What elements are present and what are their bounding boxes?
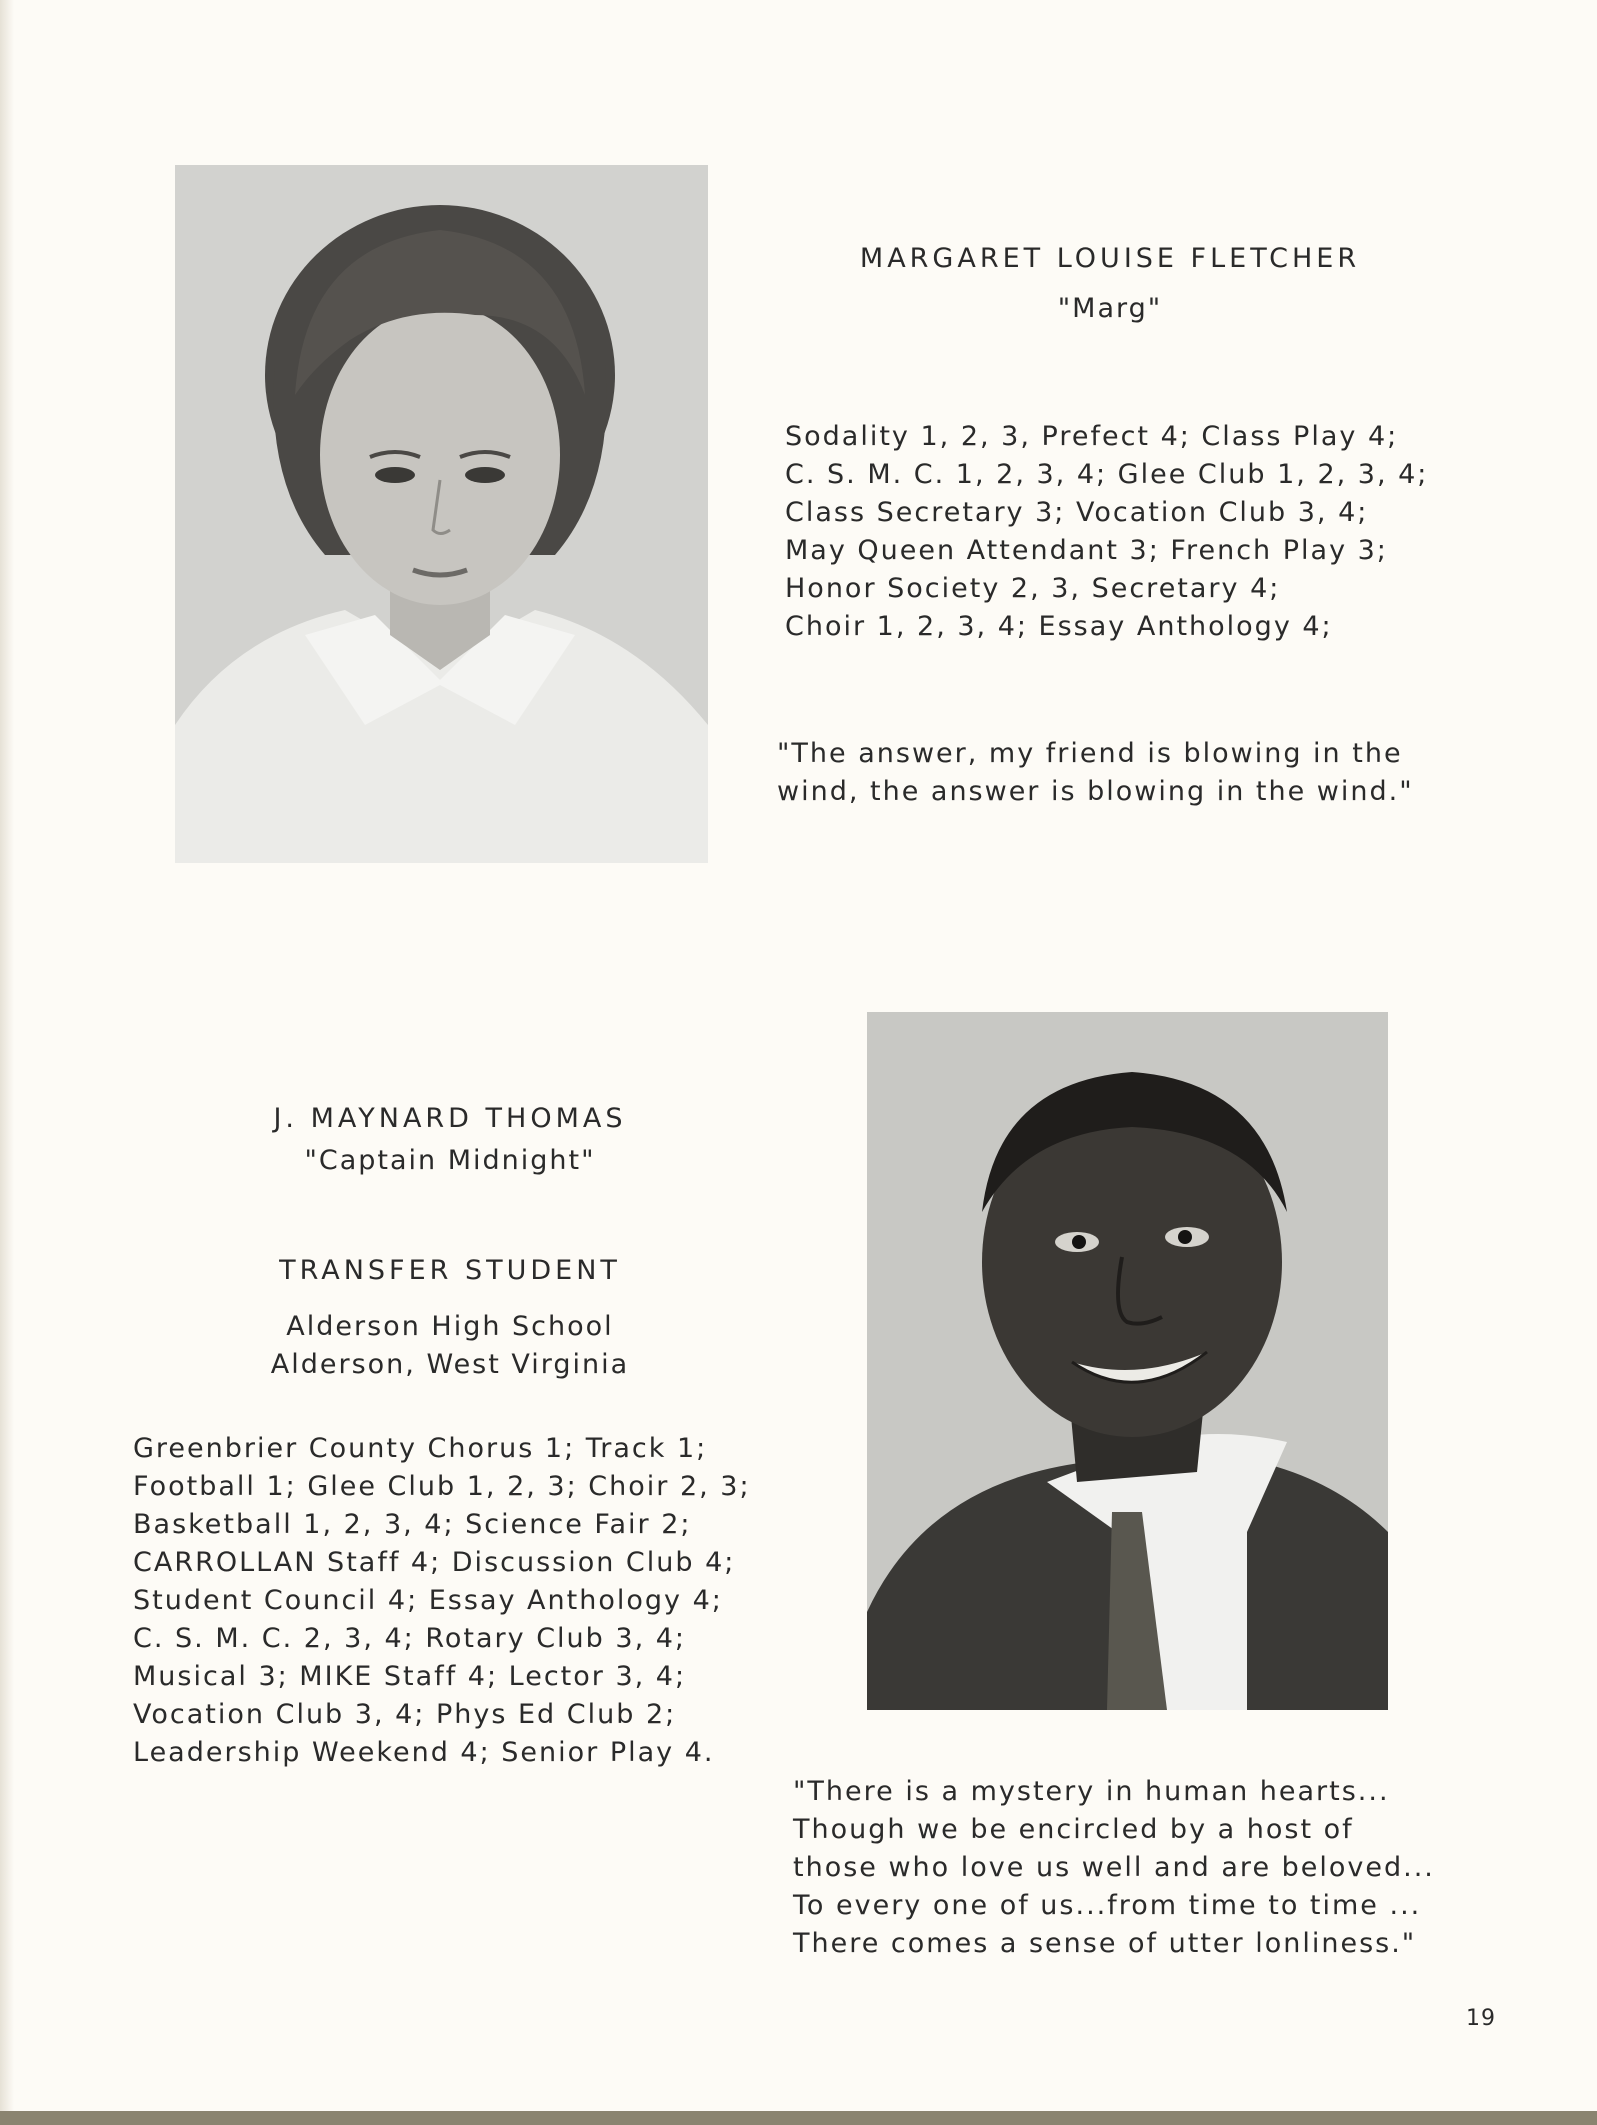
quote-line: "The answer, my friend is blowing in the: [777, 738, 1403, 769]
activity-line: CARROLLAN Staff 4; Discussion Club 4;: [133, 1547, 736, 1578]
activity-line: Student Council 4; Essay Anthology 4;: [133, 1585, 723, 1616]
student-nickname-fletcher: "Marg": [1057, 293, 1163, 324]
student-nickname-thomas: "Captain Midnight": [304, 1145, 596, 1176]
activity-line: Choir 1, 2, 3, 4; Essay Anthology 4;: [785, 611, 1333, 642]
portrait-photo-fletcher: [175, 165, 708, 863]
portrait-photo-thomas: [867, 1012, 1388, 1710]
activity-line: Basketball 1, 2, 3, 4; Science Fair 2;: [133, 1509, 692, 1540]
quote-fletcher: [777, 735, 1414, 811]
activity-line: Sodality 1, 2, 3, Prefect 4; Class Play 4;: [785, 421, 1399, 452]
quote-line: There comes a sense of utter lonliness.": [793, 1928, 1417, 1959]
activity-line: Vocation Club 3, 4; Phys Ed Club 2;: [133, 1699, 677, 1730]
quote-line: Though we be encircled by a host of: [793, 1814, 1354, 1845]
activity-line: Leadership Weekend 4; Senior Play 4.: [133, 1737, 715, 1768]
quote-line: To every one of us...from time to time ...: [793, 1890, 1422, 1921]
quote-line: "There is a mystery in human hearts...: [793, 1776, 1390, 1807]
activity-line: Honor Society 2, 3, Secretary 4;: [785, 573, 1281, 604]
page-number: 19: [1466, 2006, 1496, 2031]
page-edge: [0, 0, 14, 2125]
page-bottom-edge: [0, 2111, 1597, 2125]
transfer-label: TRANSFER STUDENT: [279, 1255, 621, 1286]
portrait-thomas-illustration: [867, 1012, 1388, 1710]
previous-school-town: Alderson, West Virginia: [270, 1349, 630, 1380]
quote-thomas: [793, 1773, 1435, 1963]
portrait-fletcher-illustration: [175, 165, 708, 863]
quote-line: those who love us well and are beloved...: [793, 1852, 1435, 1883]
quote-line: wind, the answer is blowing in the wind.": [777, 776, 1414, 807]
activities-thomas: [133, 1430, 751, 1772]
activity-line: C. S. M. C. 1, 2, 3, 4; Glee Club 1, 2, 3, 4;: [785, 459, 1429, 490]
activities-fletcher: [785, 418, 1428, 646]
activity-line: May Queen Attendant 3; French Play 3;: [785, 535, 1388, 566]
activity-line: Greenbrier County Chorus 1; Track 1;: [133, 1433, 708, 1464]
activity-line: C. S. M. C. 2, 3, 4; Rotary Club 3, 4;: [133, 1623, 687, 1654]
activity-line: Musical 3; MIKE Staff 4; Lector 3, 4;: [133, 1661, 687, 1692]
student-name-thomas: J. MAYNARD THOMAS: [273, 1103, 627, 1134]
student-name-fletcher: MARGARET LOUISE FLETCHER: [859, 243, 1361, 274]
previous-school: Alderson High School: [286, 1311, 614, 1342]
activity-line: Football 1; Glee Club 1, 2, 3; Choir 2, 3;: [133, 1471, 751, 1502]
activity-line: Class Secretary 3; Vocation Club 3, 4;: [785, 497, 1369, 528]
